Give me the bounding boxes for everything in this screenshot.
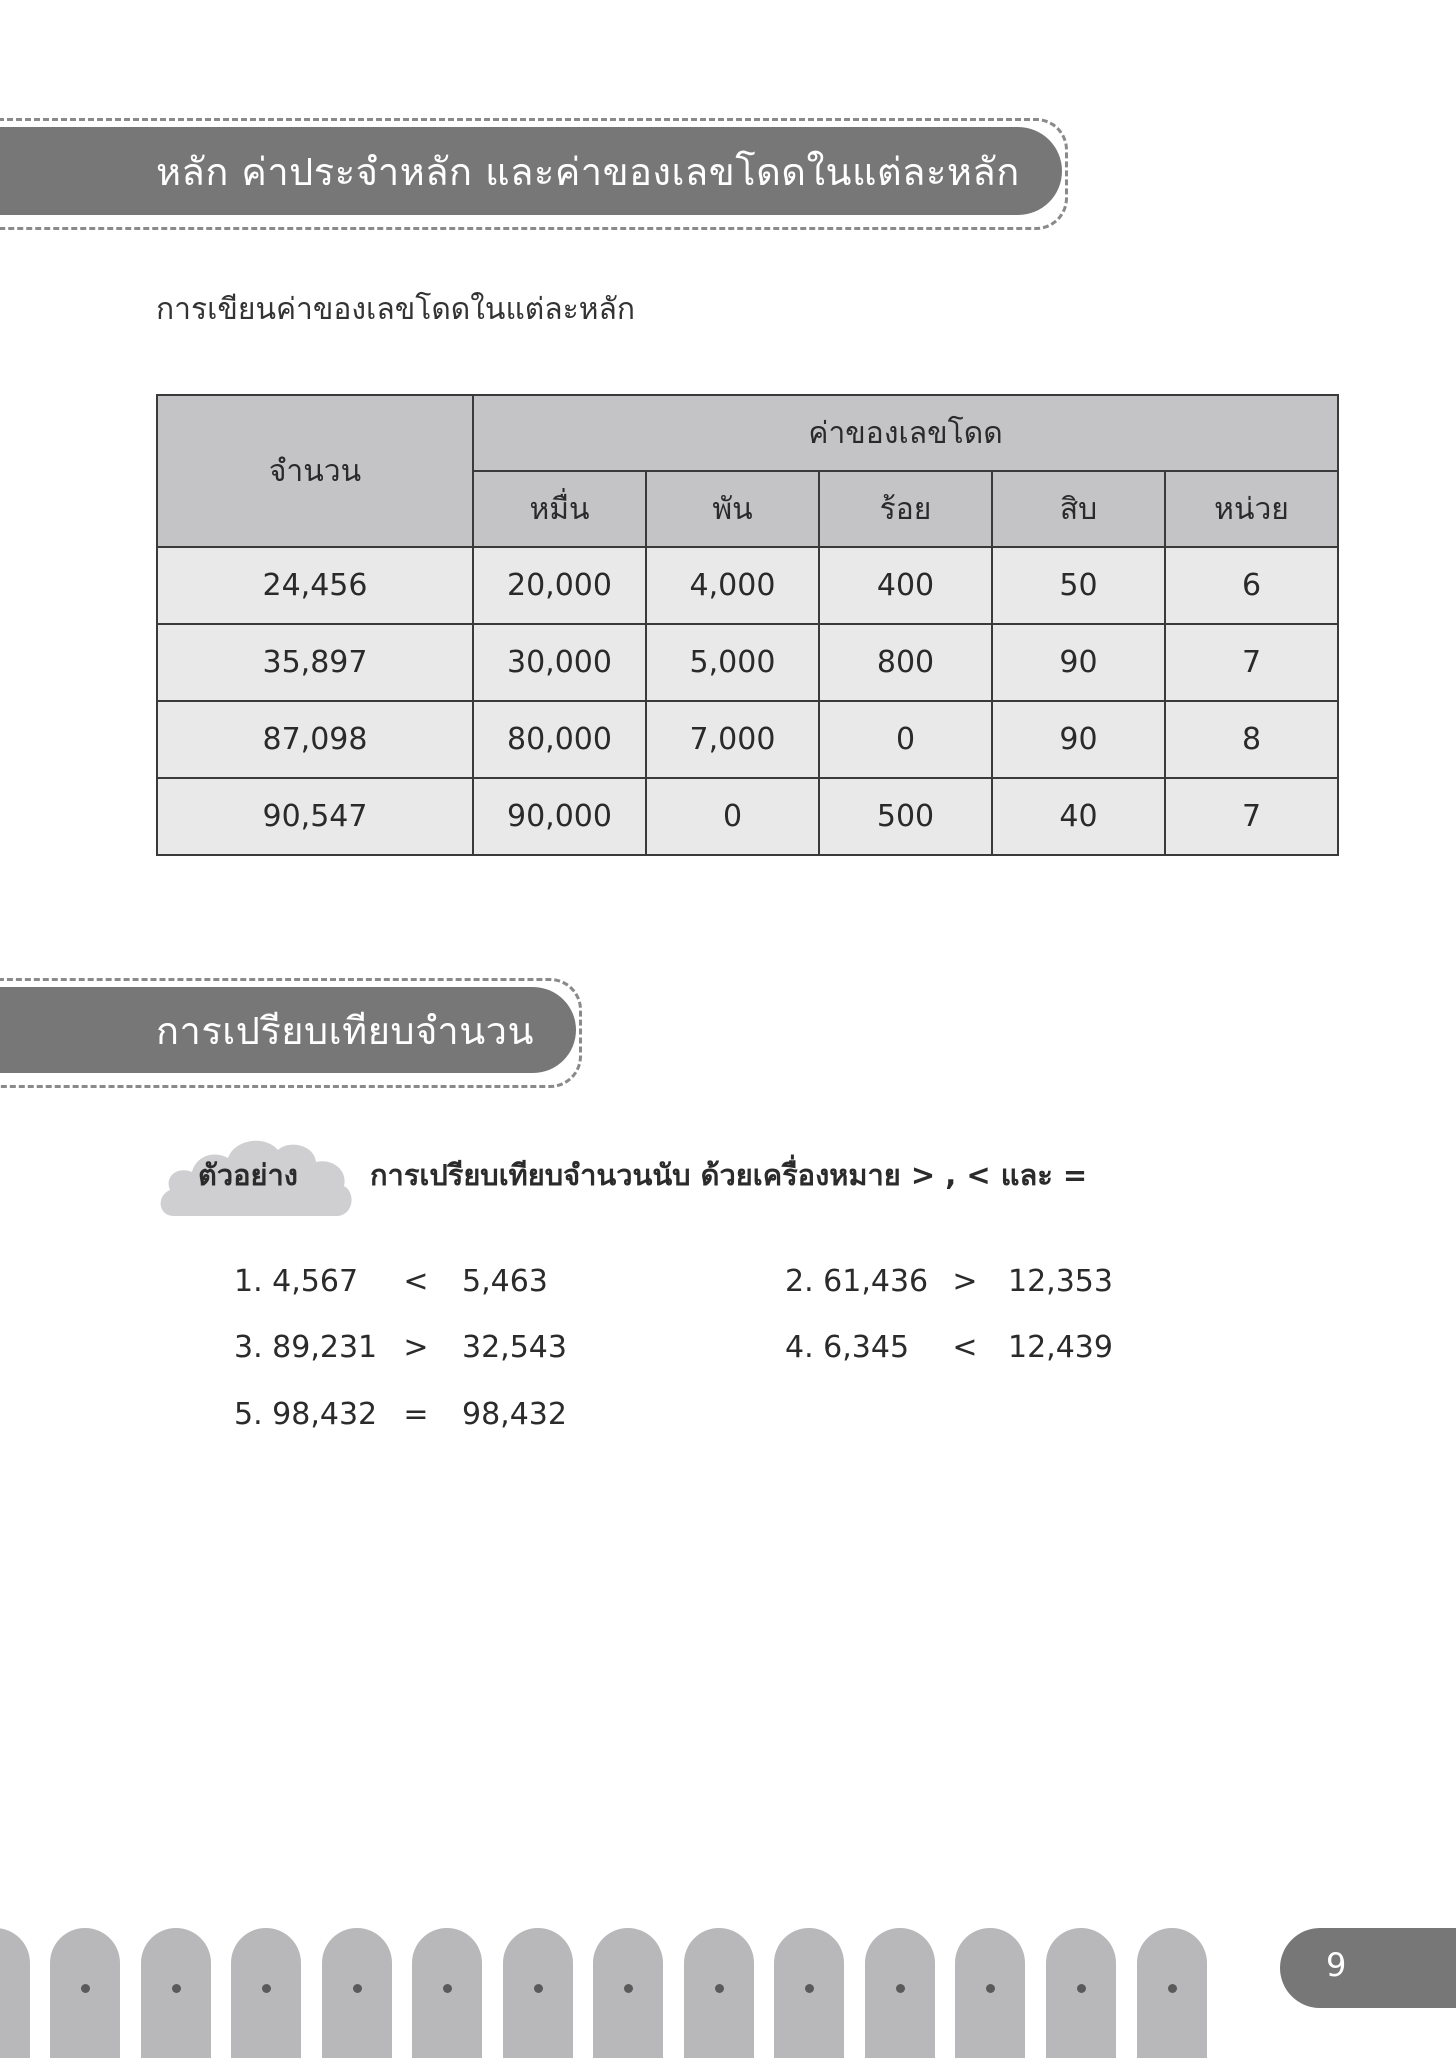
comparison-operator: >	[952, 1264, 978, 1299]
picket-dot	[172, 1984, 181, 1993]
table-cell: 0	[646, 778, 819, 855]
table-cell: 7	[1165, 624, 1338, 701]
header-tens: สิบ	[992, 471, 1165, 547]
place-value-table	[156, 394, 1339, 856]
comparison-left: 3. 89,231	[234, 1330, 378, 1365]
table-cell: 6	[1165, 547, 1338, 624]
table-cell: 7,000	[646, 701, 819, 778]
picket-dot	[715, 1984, 724, 1993]
picket-dot	[1168, 1984, 1177, 1993]
table-cell: 24,456	[157, 547, 473, 624]
table-cell: 400	[819, 547, 992, 624]
picket-dot	[1077, 1984, 1086, 1993]
section-title: การเปรียบเทียบจำนวน	[0, 987, 576, 1073]
example-instruction: การเปรียบเทียบจำนวนนับ ด้วยเครื่องหมาย > , < และ =	[370, 1158, 1088, 1192]
table-cell: 5,000	[646, 624, 819, 701]
table-cell: 800	[819, 624, 992, 701]
section-title: หลัก ค่าประจำหลัก และค่าของเลขโดดในแต่ละหลัก	[0, 127, 1062, 215]
comparison-right: 12,439	[1008, 1330, 1113, 1365]
comparison-left: 2. 61,436	[785, 1264, 929, 1299]
picket-dot	[353, 1984, 362, 1993]
comparison-left: 5. 98,432	[234, 1397, 378, 1432]
picket-dot	[986, 1984, 995, 1993]
table-cell: 87,098	[157, 701, 473, 778]
comparison-operator: <	[952, 1330, 978, 1365]
comparison-right: 32,543	[462, 1330, 567, 1365]
table-cell: 4,000	[646, 547, 819, 624]
table-cell: 30,000	[473, 624, 646, 701]
fence-picket	[1137, 1928, 1207, 2058]
table-cell: 20,000	[473, 547, 646, 624]
fence-picket	[593, 1928, 663, 2058]
section-banner-comparison	[0, 978, 584, 1088]
table-cell: 90	[992, 624, 1165, 701]
table-cell: 90	[992, 701, 1165, 778]
fence-picket	[50, 1928, 120, 2058]
example-label: ตัวอย่าง	[198, 1158, 298, 1192]
comparison-left: 1. 4,567	[234, 1264, 359, 1299]
table-cell: 500	[819, 778, 992, 855]
header-thousands: พัน	[646, 471, 819, 547]
picket-dot	[81, 1984, 90, 1993]
header-number: จำนวน	[157, 395, 473, 547]
table-row	[157, 778, 1338, 855]
page-number: 9	[1326, 1946, 1347, 1984]
comparison-right: 12,353	[1008, 1264, 1113, 1299]
table-row	[157, 547, 1338, 624]
table-cell: 7	[1165, 778, 1338, 855]
fence-picket	[684, 1928, 754, 2058]
picket-dot	[624, 1984, 633, 1993]
table-cell: 80,000	[473, 701, 646, 778]
comparison-operator: <	[403, 1264, 429, 1299]
fence-picket	[231, 1928, 301, 2058]
fence-picket	[1046, 1928, 1116, 2058]
table-row	[157, 701, 1338, 778]
table-cell: 0	[819, 701, 992, 778]
table-cell: 50	[992, 547, 1165, 624]
example-row	[156, 1132, 1256, 1222]
picket-dot	[443, 1984, 452, 1993]
table-cell: 35,897	[157, 624, 473, 701]
comparison-left: 4. 6,345	[785, 1330, 910, 1365]
fence-picket	[322, 1928, 392, 2058]
table-row	[157, 624, 1338, 701]
fence-picket	[0, 1928, 30, 2058]
picket-dot	[262, 1984, 271, 1993]
fence-picket	[774, 1928, 844, 2058]
header-digit-value: ค่าของเลขโดด	[473, 395, 1338, 471]
picket-dot	[896, 1984, 905, 1993]
section-banner-place-value	[0, 118, 1070, 230]
table-cell: 90,000	[473, 778, 646, 855]
comparison-operator: =	[403, 1397, 429, 1432]
table-cell: 40	[992, 778, 1165, 855]
fence-picket	[503, 1928, 573, 2058]
header-ten-thousands: หมื่น	[473, 471, 646, 547]
comparison-right: 5,463	[462, 1264, 548, 1299]
picket-dot	[805, 1984, 814, 1993]
footer-fence-decoration	[0, 1928, 1260, 2046]
intro-text: การเขียนค่าของเลขโดดในแต่ละหลัก	[156, 292, 636, 327]
comparison-operator: >	[403, 1330, 429, 1365]
fence-picket	[865, 1928, 935, 2058]
fence-picket	[412, 1928, 482, 2058]
table-cell: 90,547	[157, 778, 473, 855]
fence-picket	[141, 1928, 211, 2058]
page-number-tab	[1280, 1928, 1456, 2008]
table-cell: 8	[1165, 701, 1338, 778]
fence-picket	[955, 1928, 1025, 2058]
comparison-right: 98,432	[462, 1397, 567, 1432]
header-hundreds: ร้อย	[819, 471, 992, 547]
header-units: หน่วย	[1165, 471, 1338, 547]
picket-dot	[534, 1984, 543, 1993]
